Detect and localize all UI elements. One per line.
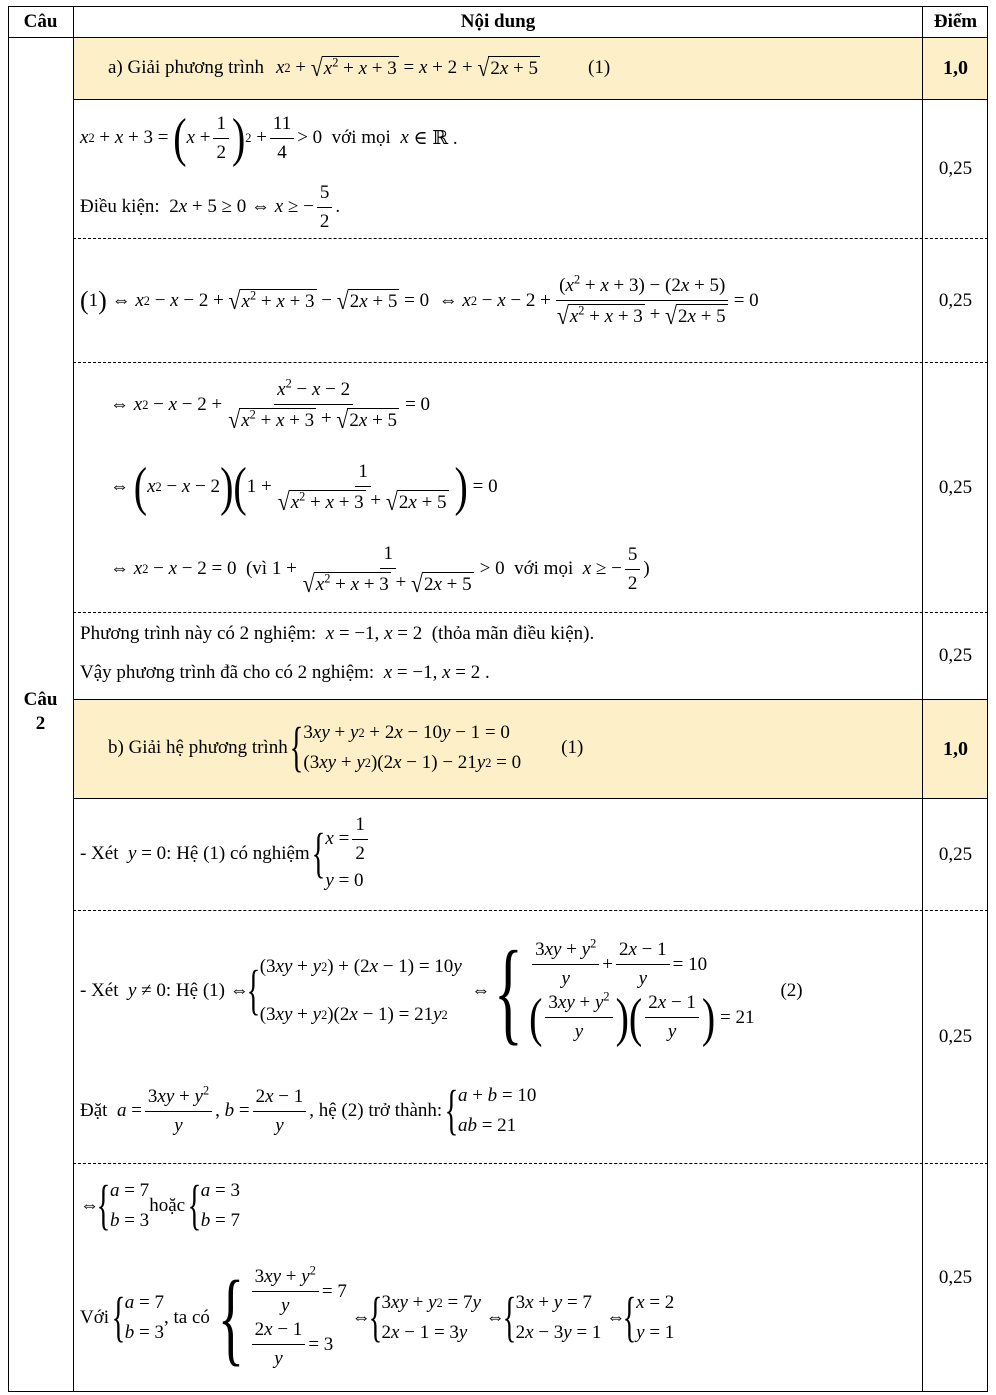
row-b3-line2: Với { a = 7 b = 3 , ta có { $\frac{3xy + y^2}{y}$ = 7 $\frac{2x - 1}{y}$ = 3 ⇔ { 3 xy + y 2 = 7 y 2 x − 1 = 3 y ⇔ { 3 x + y = 7 2 x − 3 y = 1 ⇔ { x = 2 y = 1 xyxy=(80,1259,675,1376)
part-b-title: b) Giải hệ phương trình { 3 xy + y 2 + 2 x − 10 y − 1 = 0 (3 xy + y 2 )(2 x − 1) − 21 y 2 = 0 (1) xyxy=(108,717,584,778)
row-a2: ( 1 ) ⇔ x 2 − x − 2 + √ $x^2 + x + 3$ − √ 2x + 5 = 0 ⇔ x 2 − x − 2 + $(x^2 + x + 3) - (2x + 5)$ √ $x^2 + x + 3$ + √ 2x + 5 = 0 xyxy=(80,272,759,330)
row-a1-line1: x 2 + x + 3 = ( x + $\frac{1}{2}$ ) 2 + $\frac{11}{4}$ > 0 với mọi x ∈ ℝ . xyxy=(80,106,458,168)
row-b1: - Xét y = 0 : Hệ (1) có nghiệm { x = $\frac{1}{2}$ y = 0 xyxy=(80,806,371,902)
row-a2-score: 0,25 xyxy=(938,289,973,311)
row-b2-line1: - Xét y ≠ 0 : Hệ (1) ⇔ { (3 xy + y 2 ) + (2 x − 1) = 10 y (3 xy + y 2 )(2 x − 1) = 21 y 2 ⇔ { $\frac{3xy + y^2}{y}$ + $\frac{2x - 1}{y}$ = 10 ( $\frac{3xy + y^2}{y}$ ) ( $\frac{2x - 1}{y}$ ) = 21 (2) xyxy=(80,926,803,1056)
part-b-score: 1,0 xyxy=(923,700,988,798)
header-rule xyxy=(8,37,988,38)
row-a3-score: 0,25 xyxy=(938,476,973,498)
row-a3-line2: ⇔ ( x 2 − x − 2 ) ( 1 + 1 √ $x^2 + x + 3$ + √ 2x + 5 ) = 0 xyxy=(110,455,498,517)
header-cau: Câu xyxy=(23,10,58,32)
row-b2-line2: Đặt a = $\frac{3xy + y^2}{y}$ , b = $\frac{2x - 1}{y}$ , hệ (2) trở thành: { a + b = 10 ab = 21 xyxy=(80,1080,537,1141)
header-score: Điểm xyxy=(933,10,978,32)
row-a3-line3: ⇔ x 2 − x − 2 = 0 (vì 1 + 1 √ $x^2 + x + 3$ + √ 2x + 5 > 0 với mọi x ≥ − $\frac{5}{2}$ ) xyxy=(110,543,650,598)
row-a1-line2: Điều kiện: 2 x + 5 ≥ 0 ⇔ x ≥ − $\frac{5}{2}$ . xyxy=(80,181,341,232)
row-a3-line1: ⇔ x 2 − x − 2 + $x^2 - x - 2$ √ $x^2 + x + 3$ + √ 2x + 5 = 0 xyxy=(110,376,431,434)
row-b2-score: 0,25 xyxy=(938,1026,973,1047)
row-b3-line1: ⇔ { a = 7 b = 3 hoặc { a = 3 b = 7 xyxy=(80,1175,240,1236)
row-b3-score: 0,25 xyxy=(938,1266,973,1288)
row-a4-score: 0,25 xyxy=(938,645,973,666)
row-a1-score: 0,25 xyxy=(938,158,973,179)
header-content: Nội dung xyxy=(460,10,536,32)
question-label: Câu 2 xyxy=(23,689,58,734)
row-a4-line2: Vậy phương trình đã cho có 2 nghiệm: x = −1, x = 2 . xyxy=(80,662,490,683)
part-a-score: 1,0 xyxy=(923,38,988,99)
part-a-title: a) Giải phương trình x 2 + √ $x^2 + x + 3$ = x + 2 + √ 2x + 5 (1) xyxy=(108,54,611,82)
row-b1-score: 0,25 xyxy=(938,843,973,865)
row-a4-line1: Phương trình này có 2 nghiệm: x = −1, x = 2 (thỏa mãn điều kiện). xyxy=(80,623,595,644)
